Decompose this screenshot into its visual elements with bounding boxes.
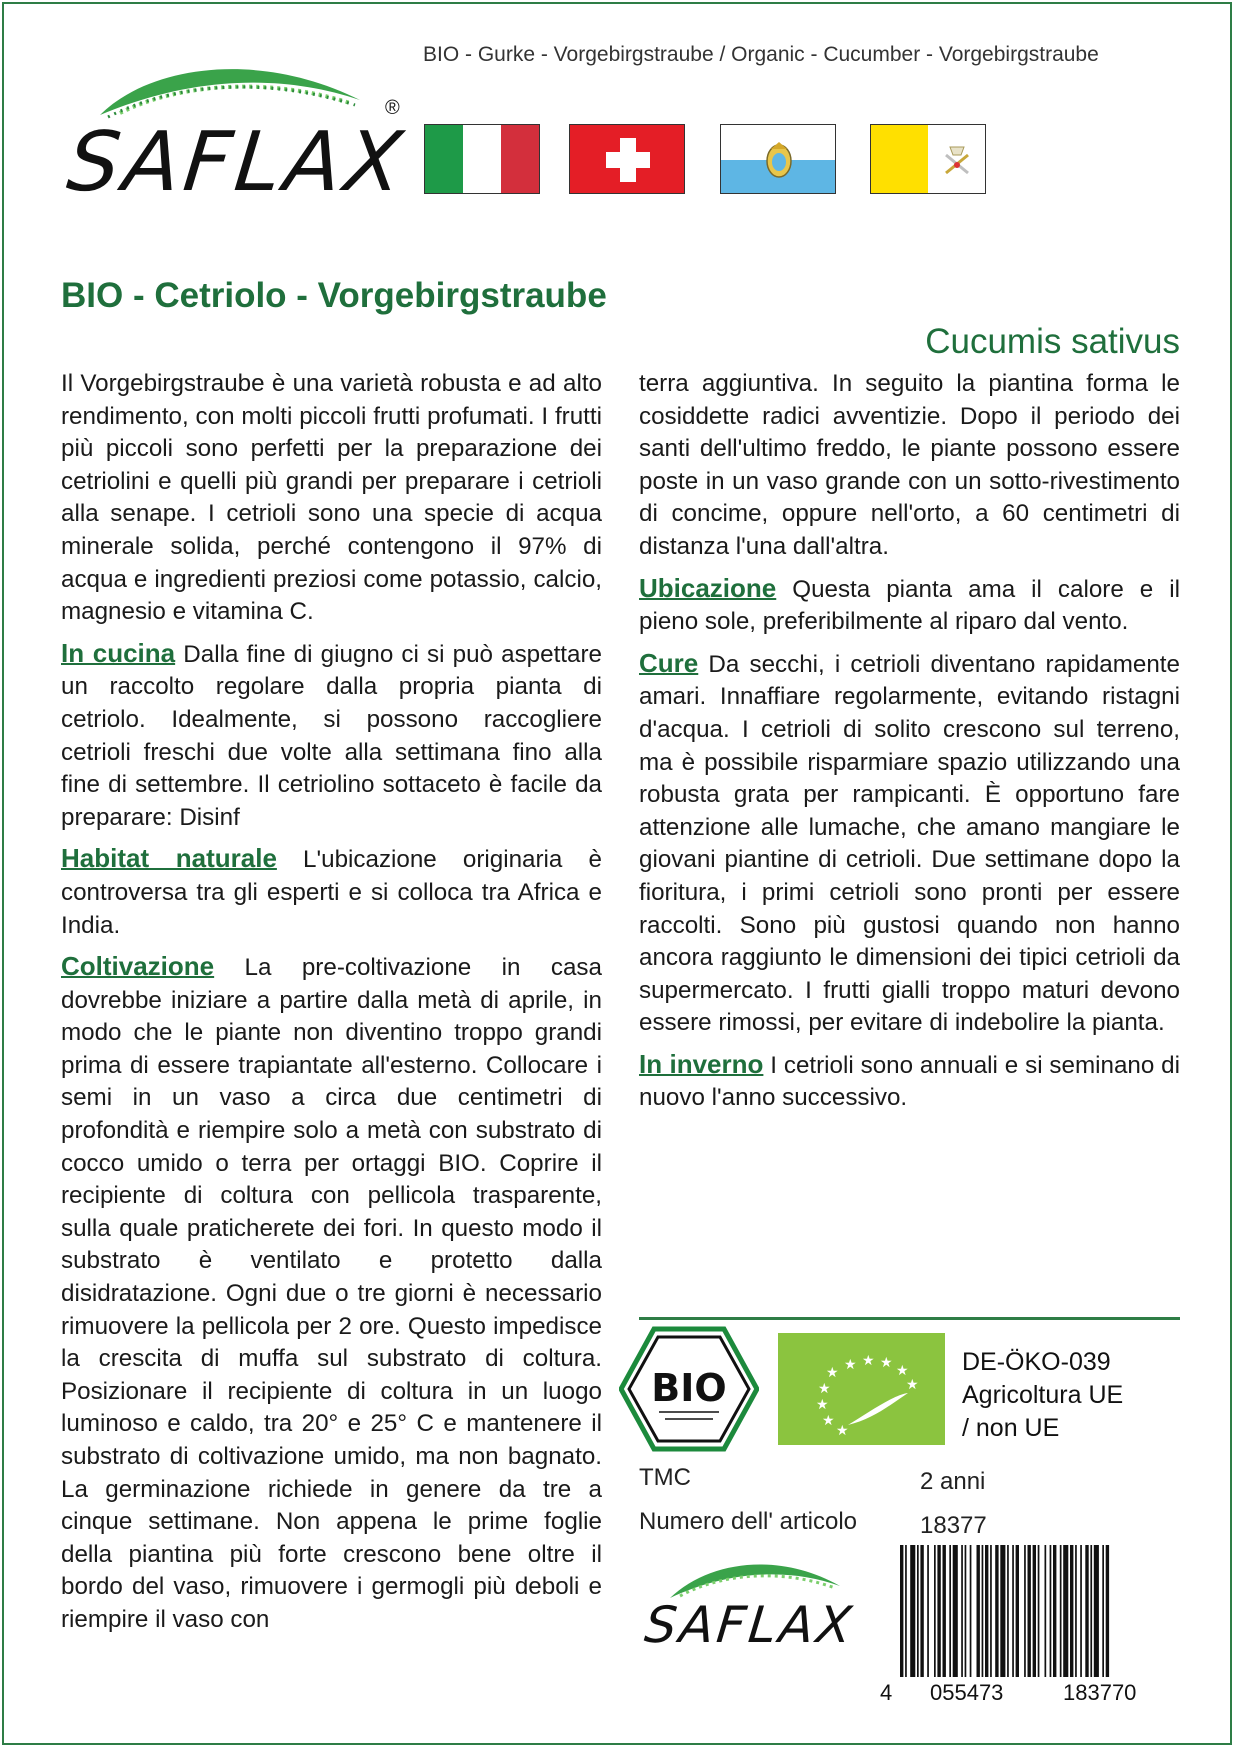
svg-text:★: ★ — [826, 1365, 839, 1381]
barcode-bar — [990, 1545, 992, 1677]
cucina-heading: In cucina — [61, 637, 176, 668]
habitat-text: L'ubicazione originaria è controversa tra gli esperti e si colloca tra Africa e India. — [61, 846, 602, 939]
barcode-bar — [1024, 1545, 1026, 1677]
right-column — [639, 368, 1180, 1123]
bio-seal-icon — [619, 1326, 759, 1452]
saflax-footer-logo — [640, 1550, 870, 1660]
inverno-section — [639, 1048, 1180, 1115]
barcode-bar — [953, 1545, 958, 1677]
barcode-bar — [949, 1545, 951, 1677]
svg-text:★: ★ — [896, 1363, 909, 1379]
svg-text:★: ★ — [818, 1381, 831, 1397]
barcode-bar — [1028, 1545, 1031, 1677]
saflax-logo — [60, 55, 415, 210]
barcode-bar — [927, 1545, 929, 1677]
barcode-bar — [1007, 1545, 1009, 1677]
cert-origin-line2: / non UE — [962, 1414, 1060, 1442]
article-number-label: Numero dell' articolo — [639, 1508, 858, 1535]
barcode-bar — [965, 1545, 967, 1677]
barcode-bar — [961, 1545, 963, 1677]
svg-text:★: ★ — [816, 1397, 829, 1413]
barcode-bar — [1106, 1545, 1109, 1677]
cert-code: DE-ÖKO-039 — [962, 1348, 1111, 1376]
barcode-bar — [1085, 1545, 1088, 1677]
barcode-bar — [977, 1545, 980, 1677]
barcode-bar — [1045, 1545, 1047, 1677]
certification-text — [962, 1346, 1123, 1445]
article-number-value: 18377 — [920, 1512, 987, 1539]
barcode-bar — [1053, 1545, 1056, 1677]
switzerland-flag — [569, 124, 685, 194]
barcode-bar — [1063, 1545, 1068, 1677]
barcode-bar — [1012, 1545, 1014, 1677]
barcode-bar — [985, 1545, 988, 1677]
cert-origin-line1: Agricoltura UE — [962, 1381, 1124, 1409]
barcode-bar — [1038, 1545, 1040, 1677]
barcode-bar — [1016, 1545, 1019, 1677]
registered-mark: ® — [385, 97, 400, 119]
svg-text:★: ★ — [862, 1353, 875, 1369]
tmc-label: TMC — [639, 1464, 691, 1491]
product-subtitle: BIO - Gurke - Vorgebirgstraube / Organic - Cucumber - Vorgebirgstraube — [423, 43, 1099, 66]
barcode-bar — [900, 1545, 903, 1677]
coltivazione-text: La pre-coltivazione in casa dovrebbe iniziare a partire dalla metà di aprile, in modo che le piante non diventino troppo grandi prima di essere trapiantate all'esterno. Collocare i semi in un vaso a circa due centimetri di profondità e riempire solo a metà con substrato di cocco umido o terra per ortaggi BIO. Coprire il recipiente di coltura con pellicola trasparente, sulla quale praticherete dei fori. In questo modo il substrato è ventilato e protetto dalla disidratazione. Ogni due o tre giorni è necessario rimuovere la pellicola per 2 ore. Questo impedisce la crescita di muffa sul substrato di coltura. Posizionare il recipiente di coltura in un luogo luminoso e caldo, tra 20° e 25° C e mantenere il substrato di coltivazione umido, ma non bagnato. La germinazione richiede in genere da tre a cinque settimane. Non appena le prime foglie della piantina più forte crescono bene oltre il bordo del vaso, rimuovere i germogli più deboli e riempire il vaso con — [61, 954, 602, 1633]
left-column — [61, 368, 602, 1645]
svg-text:★: ★ — [822, 1413, 835, 1429]
barcode-digits-right: 183770 — [1063, 1680, 1137, 1705]
tmc-value: 2 anni — [920, 1468, 986, 1495]
barcode-bar — [934, 1545, 936, 1677]
ubicazione-text: Questa pianta ama il calore e il pieno sole, preferibilmente al riparo dal vento. — [639, 575, 1180, 636]
cucina-text: Dalla fine di giugno ci si può aspettare un raccolto regolare dalla propria pianta di cetriolo. Idealmente, si possono raccogliere cetrioli freschi due volte alla settimana fino alla fine di settembre. Il cetriolino sottaceto è facile da preparare: Disinf — [61, 640, 602, 831]
ubicazione-section — [639, 572, 1180, 639]
barcode-bar — [905, 1545, 907, 1677]
cure-text: Da secchi, i cetrioli diventano rapidamente amari. Innaffiare regolarmente, evitando ristagni d'acqua. I cetrioli di solito crescono sul terreno, ma è possibile risparmiare spazio utilizzando una robusta grata per rampicanti. È opportuno fare attenzione alle lumache, che amano mangiare le giovani piantine di cetrioli. Due settimane dopo la fioritura, i primi cetrioli sono pronti per essere raccolti. Sono più gustosi quando non hanno ancora raggiunto le dimensioni dei tipici cetrioli da supermercato. I frutti gialli troppo maturi devono essere rimossi, per evitare di indebolire la pianta. — [639, 650, 1180, 1037]
cure-heading: Cure — [639, 647, 699, 678]
barcode-bar — [1060, 1545, 1062, 1677]
barcode-bar — [1102, 1545, 1104, 1677]
barcode-bar — [917, 1545, 919, 1677]
cure-section — [639, 647, 1180, 1040]
latin-name: Cucumis sativus — [925, 322, 1180, 361]
svg-text:★: ★ — [906, 1377, 919, 1393]
svg-text:★: ★ — [880, 1355, 893, 1371]
barcode-bar — [1075, 1545, 1077, 1677]
barcode-bar — [943, 1545, 946, 1677]
barcode-digits-left: 055473 — [930, 1680, 1004, 1705]
eu-organic-logo — [778, 1333, 945, 1445]
brand-name: SAFLAX — [63, 115, 411, 210]
italy-flag — [424, 124, 540, 194]
bio-seal-text: BIO — [651, 1366, 727, 1410]
san-marino-flag — [720, 124, 836, 194]
barcode-bar — [937, 1545, 940, 1677]
cucina-section — [61, 637, 602, 835]
barcode-bar — [995, 1545, 998, 1677]
intro-paragraph: Il Vorgebirgstraube è una varietà robusta e ad alto rendimento, con molti piccoli frutti profumati. I frutti più piccoli sono perfetti per la preparazione dei cetriolini e quelli più grandi per preparare i cetrioli alla senape. I cetrioli sono una specie di acqua minerale solida, perché contengono il 97% di acqua e ingredienti preziosi come potassio, calcio, magnesio e vitamina C. — [61, 370, 602, 626]
barcode-digit-first: 4 — [880, 1680, 893, 1705]
habitat-heading: Habitat naturale — [61, 843, 277, 874]
footer-brand-name: SAFLAX — [641, 1596, 858, 1654]
inverno-text: I cetrioli sono annuali e si seminano di nuovo l'anno successivo. — [639, 1051, 1180, 1112]
coltivazione-section — [61, 950, 602, 1636]
barcode-bar — [920, 1545, 923, 1677]
barcode-bar — [1033, 1545, 1036, 1677]
page-title: BIO - Cetriolo - Vorgebirgstraube — [61, 276, 607, 315]
barcode-bar — [1090, 1545, 1092, 1677]
svg-text:★: ★ — [836, 1423, 849, 1439]
barcode-bar — [982, 1545, 984, 1677]
vatican-flag — [870, 124, 986, 194]
barcode-bar — [1050, 1545, 1052, 1677]
barcode-bar — [1070, 1545, 1073, 1677]
barcode-bar — [1094, 1545, 1099, 1677]
svg-text:★: ★ — [844, 1357, 857, 1373]
barcode-bar — [970, 1545, 972, 1677]
barcode-bar — [1080, 1545, 1082, 1677]
ubicazione-heading: Ubicazione — [639, 572, 777, 603]
inverno-heading: In inverno — [639, 1048, 764, 1079]
continuation-paragraph: terra aggiuntiva. In seguito la piantina forma le cosiddette radici avventizie. Dopo il periodo dei santi dell'ultimo freddo, le piante possono essere poste in un vaso grande con un sotto-rivestimento di concime, oppure nell'orto, a 60 centimetri di distanza l'una dall'altra. — [639, 370, 1180, 560]
coltivazione-heading: Coltivazione — [61, 951, 215, 982]
barcode-bar — [1000, 1545, 1005, 1677]
section-divider — [639, 1317, 1180, 1320]
habitat-section — [61, 842, 602, 942]
barcode-bar — [910, 1545, 915, 1677]
